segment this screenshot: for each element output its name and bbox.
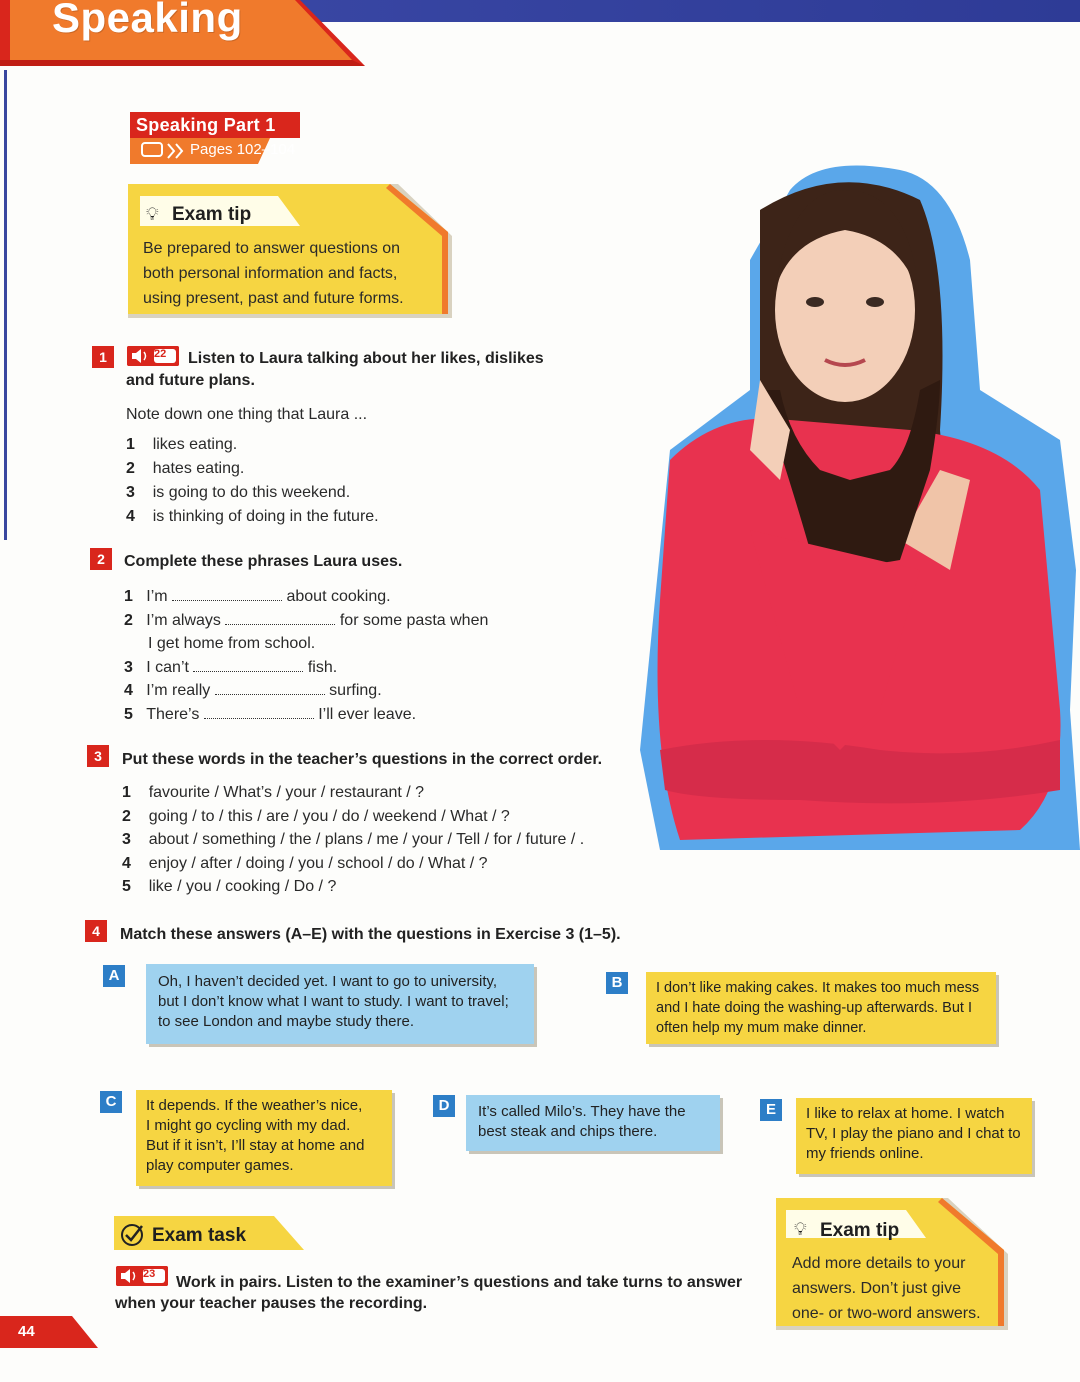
page-number-tag: [0, 1316, 100, 1348]
blank-space[interactable]: [172, 588, 282, 601]
item-text: surfing.: [329, 682, 382, 699]
exercise-heading: Match these answers (A–E) with the questions in Exercise 3 (1–5).: [120, 926, 621, 943]
answer-line: But if it isn’t, I’ll stay at home and: [146, 1137, 365, 1154]
item-number: 4: [122, 854, 131, 872]
answer-box-c: [136, 1090, 392, 1186]
list-item: [126, 505, 379, 529]
answer-line: It depends. If the weather’s nice,: [146, 1097, 363, 1114]
list-item: [124, 656, 488, 680]
list-item: [124, 632, 488, 656]
exam-tip-line: Add more details to your: [792, 1255, 966, 1272]
item-number: 2: [126, 460, 135, 477]
item-number: 2: [124, 611, 133, 629]
exam-tip-text: [792, 1251, 981, 1326]
answer-line: I might go cycling with my dad.: [146, 1117, 351, 1134]
audio-track-icon[interactable]: [127, 346, 179, 366]
exercise-heading: Listen to Laura talking about her likes, dislikes: [188, 350, 544, 367]
blank-space[interactable]: [215, 682, 325, 695]
answer-letter: C: [100, 1091, 122, 1113]
exam-tip-line: answers. Don’t just give: [792, 1280, 961, 1297]
answer-line: best steak and chips there.: [478, 1123, 658, 1140]
item-text: I’m: [146, 588, 168, 605]
exercise-intro: Note down one thing that Laura ...: [126, 406, 368, 423]
answer-box-d: [466, 1095, 720, 1151]
answer-line: to see London and maybe study there.: [158, 1013, 415, 1030]
blank-space[interactable]: [204, 706, 314, 719]
exam-tip-line: using present, past and future forms.: [143, 290, 404, 307]
answer-box-a: [146, 964, 534, 1044]
item-text: favourite / What’s / your / restaurant / ?: [148, 784, 425, 801]
item-text: fish.: [307, 658, 338, 676]
item-number: 1: [126, 436, 135, 453]
item-number: 5: [122, 878, 131, 895]
section-tag: Speaking Part 1: [130, 112, 300, 138]
answer-line: but I don’t know what I want to study. I want to travel;: [158, 993, 509, 1010]
exam-task-title: Exam task: [152, 1225, 247, 1246]
answer-letter: D: [433, 1095, 455, 1117]
exam-tip-title: Exam tip: [172, 204, 252, 225]
blank-space[interactable]: [193, 659, 303, 672]
answer-line: my friends online.: [806, 1145, 924, 1162]
item-text: I’m always: [146, 611, 221, 629]
audio-track-number: 22: [154, 348, 167, 360]
answer-line: TV, I play the piano and I chat to: [806, 1125, 1021, 1142]
item-text: is thinking of doing in the future.: [152, 508, 379, 525]
answer-line: I don’t like making cakes. It makes too much mess: [656, 980, 980, 996]
item-text: going / to / this / are / you / do / weekend / What / ?: [148, 807, 510, 825]
answer-line: often help my mum make dinner.: [656, 1020, 867, 1036]
item-text: about cooking.: [286, 588, 391, 605]
exercise-item-list: [122, 781, 584, 899]
page-title: Speaking: [52, 0, 243, 41]
exercise-item-list: [124, 585, 488, 726]
page-number: 44: [18, 1323, 35, 1340]
exam-tip-text: [143, 236, 404, 311]
exercise-heading: Put these words in the teacher’s questions in the correct order.: [122, 751, 603, 768]
exam-task-text: when your teacher pauses the recording.: [115, 1295, 428, 1312]
item-text: for some pasta when: [339, 611, 489, 629]
answer-line: play computer games.: [146, 1157, 294, 1174]
exercise-item-list: [126, 433, 379, 529]
item-text: I can’t: [146, 658, 189, 676]
answer-box-b: [646, 972, 996, 1044]
answer-line: I like to relax at home. I watch: [806, 1105, 1005, 1122]
list-item: [122, 828, 584, 852]
item-text: is going to do this weekend.: [152, 484, 351, 501]
list-item: [126, 457, 379, 481]
audio-track-icon[interactable]: [116, 1266, 168, 1286]
list-item: [122, 781, 584, 805]
checkmark-circle-icon: [120, 1223, 144, 1247]
item-text: There’s: [146, 705, 200, 723]
student-photo: [640, 150, 1080, 850]
list-item: [122, 875, 584, 899]
answer-line: It’s called Milo’s. They have the: [478, 1103, 686, 1120]
list-item: [126, 481, 379, 505]
item-number: 1: [122, 784, 131, 801]
exercise-heading: Complete these phrases Laura uses.: [124, 553, 403, 570]
item-text: I get home from school.: [148, 635, 316, 652]
answer-line: Oh, I haven’t decided yet. I want to go to university,: [158, 973, 498, 990]
item-text: I’ll ever leave.: [318, 705, 417, 723]
list-item: [124, 679, 488, 703]
item-number: 5: [124, 705, 133, 723]
answer-letter: B: [606, 972, 628, 994]
list-item: [122, 805, 584, 829]
lightbulb-icon: 💡︎: [794, 1219, 807, 1239]
item-number: 3: [124, 658, 133, 676]
list-item: [122, 852, 584, 876]
list-item: [124, 609, 488, 633]
item-text: I’m really: [146, 682, 211, 699]
item-number: 4: [124, 682, 133, 699]
blank-space[interactable]: [225, 612, 335, 625]
exam-task-text: Work in pairs. Listen to the examiner’s questions and take turns to answer: [176, 1274, 743, 1291]
item-number: 2: [122, 807, 131, 825]
lightbulb-icon: 💡︎: [146, 204, 159, 224]
item-number: 3: [126, 484, 135, 501]
exercise-number: 3: [87, 745, 109, 767]
item-text: about / something / the / plans / me / your / Tell / for / future / .: [148, 831, 585, 848]
exercise-number: 1: [92, 346, 114, 368]
answer-line: and I hate doing the washing-up afterwards. But I: [656, 1000, 972, 1016]
exercise-number: 4: [85, 920, 107, 942]
pages-reference-text: Pages 102–104: [190, 141, 296, 158]
item-number: 3: [122, 831, 131, 848]
exercise-heading: and future plans.: [126, 372, 255, 389]
binding-line: [4, 70, 7, 540]
exam-tip-line: one- or two-word answers.: [792, 1305, 981, 1322]
item-text: enjoy / after / doing / you / school / do / What / ?: [148, 854, 488, 872]
list-item: [124, 585, 488, 609]
item-number: 4: [126, 508, 135, 525]
audio-track-number: 23: [143, 1268, 156, 1280]
answer-box-e: [796, 1098, 1032, 1174]
answer-letter: E: [760, 1099, 782, 1121]
item-text: hates eating.: [152, 460, 245, 477]
exam-tip-line: both personal information and facts,: [143, 265, 398, 282]
answer-letter: A: [103, 965, 125, 987]
item-text: like / you / cooking / Do / ?: [148, 878, 337, 895]
list-item: [126, 433, 379, 457]
item-text: likes eating.: [152, 436, 238, 453]
exam-tip-line: Be prepared to answer questions on: [143, 240, 401, 257]
exam-tip-title: Exam tip: [820, 1220, 900, 1241]
list-item: [124, 703, 488, 727]
item-number: 1: [124, 588, 133, 605]
exercise-number: 2: [90, 548, 112, 570]
